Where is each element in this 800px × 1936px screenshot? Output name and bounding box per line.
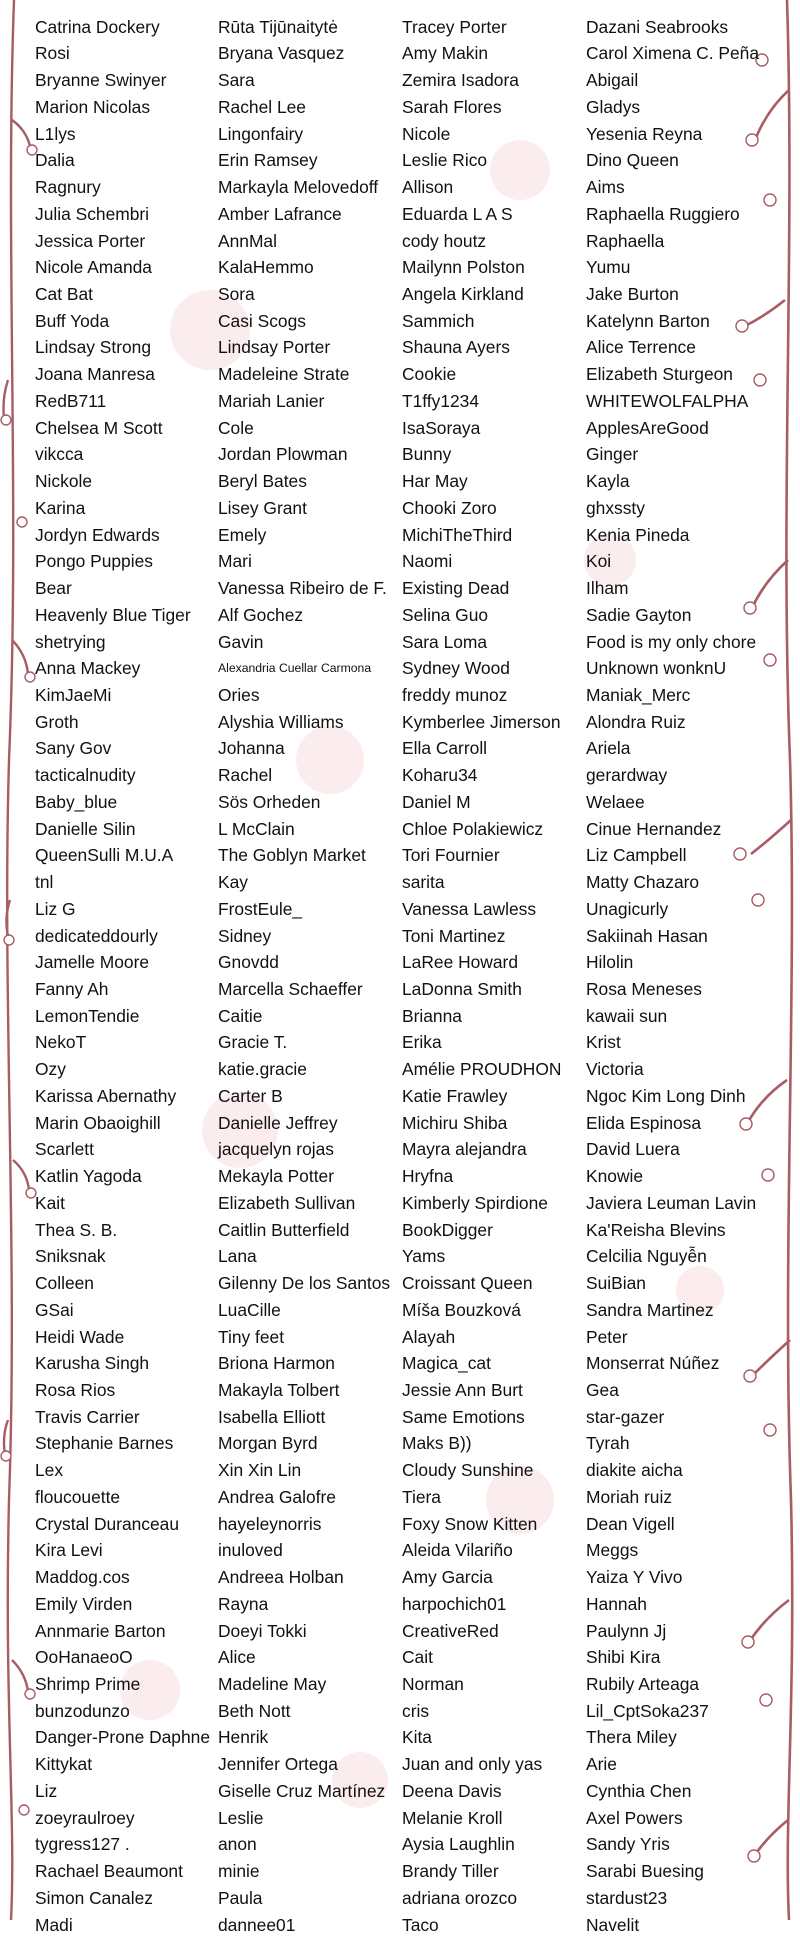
supporter-name: Dazani Seabrooks [586,16,729,37]
supporter-name: Toni Martinez [402,925,506,946]
supporter-name: Crystal Duranceau [35,1513,180,1534]
supporter-name: Lex [35,1460,64,1481]
supporter-name: Gilenny De los Santos [218,1273,391,1294]
supporter-name: Norman [402,1673,464,1694]
supporter-name: Jake Burton [586,284,679,305]
supporter-name: Andrea Galofre [218,1486,336,1507]
supporter-name: Lil_CptSoka237 [586,1700,709,1721]
supporter-name: Anna Mackey [35,658,141,679]
supporter-name: Sandra Martinez [586,1299,714,1320]
supporter-name: Katelynn Barton [586,310,710,331]
supporter-name: Brandy Tiller [402,1861,499,1882]
supporter-name: Karusha Singh [35,1353,150,1374]
supporter-name: Monserrat Núñez [586,1353,720,1374]
supporter-name: Alice Terrence [586,337,696,358]
supporter-name: Fanny Ah [35,979,109,999]
supporter-name: Croissant Queen [402,1273,533,1294]
supporter-name: Vanessa Ribeiro de F. [218,578,387,599]
supporter-name: Javiera Leuman Lavin [586,1192,757,1213]
supporter-name: freddy munoz [402,684,508,705]
supporter-name: Yumu [586,257,631,278]
supporter-name: Maks B)) [402,1433,472,1454]
supporter-name: dedicateddourly [35,925,158,946]
supporter-name: Stephanie Barnes [35,1433,174,1454]
supporter-name: Yams [402,1246,446,1267]
supporter-name: Míša Bouzková [402,1299,521,1320]
supporter-name: Joana Manresa [35,364,155,385]
supporter-name: Rosi [35,43,70,64]
supporter-name: Danger-Prone Daphne [35,1727,210,1748]
supporter-name: Sadie Gayton [586,604,692,625]
supporter-name: Rayna [218,1593,269,1614]
supporter-name: Chelsea M Scott [35,417,163,438]
supporter-name: Foxy Snow Kitten [402,1513,538,1534]
supporter-name: sarita [402,872,445,893]
supporter-name: Mari [218,551,252,572]
supporter-name: Alondra Ruiz [586,711,686,732]
supporter-name: Mailynn Polston [402,257,525,278]
supporter-name: Amy Garcia [402,1567,493,1588]
supporter-name: Groth [35,711,79,732]
supporter-name: Simon Canalez [35,1887,153,1908]
supporter-name: harpochich01 [402,1593,507,1614]
supporter-name: Thea S. B. [35,1219,118,1240]
supporter-name: Alayah [402,1326,456,1347]
supporter-name: Rachael Beaumont [35,1861,183,1882]
supporter-name: Deena Davis [402,1780,502,1801]
supporter-name: Colleen [35,1273,94,1294]
supporter-name: Cat Bat [35,284,93,305]
supporter-name: tygress127 . [35,1834,130,1855]
supporter-name: Tracey Porter [402,16,507,37]
supporter-name: Makayla Tolbert [218,1379,340,1400]
supporter-name: Maddog.cos [35,1567,130,1588]
supporter-name: AnnMal [218,230,277,251]
supporter-name: MichiTheThird [402,524,513,545]
supporter-name: T1ffy1234 [402,390,480,411]
supporter-name: Tori Fournier [402,845,500,866]
supporter-name: Annmarie Barton [35,1620,166,1641]
supporter-name: Ragnury [35,177,101,198]
supporter-name: Same Emotions [402,1406,525,1427]
supporter-name: Tiera [402,1486,441,1507]
supporter-name: ApplesAreGood [586,417,709,438]
supporter-name: Gladys [586,96,641,117]
supporter-name: Sany Gov [35,738,112,759]
supporter-name: Travis Carrier [35,1406,140,1427]
supporter-name: Kittykat [35,1754,93,1775]
supporter-name: Gavin [218,631,264,652]
supporter-name: Julia Schembri [35,203,150,224]
supporter-name: Lingonfairy [218,123,304,144]
supporter-name: Har May [402,471,468,492]
supporter-name: Emily Virden [35,1593,133,1614]
supporter-name: Rosa Rios [35,1379,116,1400]
supporter-name: Arie [586,1754,617,1775]
supporter-name: Food is my only chore [586,631,757,652]
supporter-name: Ories [218,684,260,705]
supporter-name: Allison [402,177,454,198]
supporter-name: WHITEWOLFALPHA [586,390,749,411]
supporter-name: Shauna Ayers [402,337,510,358]
supporter-name: Kenia Pineda [586,524,690,545]
supporter-name: Vanessa Lawless [402,898,537,919]
supporter-name: Karina [35,497,86,518]
supporter-name: Celcilia Nguyễn [586,1246,707,1267]
supporter-name: Kait [35,1192,65,1213]
supporter-name: Existing Dead [402,578,510,599]
supporter-name: Shibi Kira [586,1647,661,1668]
supporter-name: Bear [35,578,72,599]
supporter-name: Sandy Yris [586,1834,670,1855]
supporter-name: Amber Lafrance [218,203,342,224]
supporter-name: Gea [586,1379,619,1400]
supporter-name: Michiru Shiba [402,1112,508,1133]
supporter-name: Sarah Flores [402,96,502,117]
supporter-name: Selina Guo [402,604,489,625]
supporter-name: Juan and only yas [402,1754,543,1775]
supporter-name: The Goblyn Market [218,845,366,866]
supporter-name: Andreea Holban [218,1567,344,1588]
supporter-name: Liz Campbell [586,845,687,866]
supporter-name: Elizabeth Sullivan [218,1192,356,1213]
supporter-name: inuloved [218,1540,283,1561]
supporter-name: Cynthia Chen [586,1780,692,1801]
supporter-name: dannee01 [218,1914,296,1935]
supporter-name: Krist [586,1032,621,1053]
supporter-name: FrostEule_ [218,898,303,919]
supporter-name: Ilham [586,578,629,599]
supporter-name: tacticalnudity [35,765,136,786]
supporter-name: Dalia [35,150,75,171]
supporter-name: Paula [218,1887,263,1908]
supporter-name: Liz G [35,898,76,919]
supporter-name: Elizabeth Sturgeon [586,364,733,385]
supporter-name: ghxssty [586,497,645,518]
supporter-name: Maniak_Merc [586,684,691,705]
supporter-name: Danielle Silin [35,818,136,839]
supporter-name: Chooki Zoro [402,497,497,518]
supporter-name: Gracie T. [218,1032,288,1053]
supporter-name: Mariah Lanier [218,390,325,411]
supporter-name: Sara [218,70,255,91]
supporter-name: Ozy [35,1059,66,1080]
supporter-name: Scarlett [35,1139,94,1160]
supporter-name: SuiBian [586,1273,646,1294]
supporter-name: Jessica Porter [35,230,146,251]
supporter-name: Bryana Vasquez [218,43,345,64]
supporter-name: Eduarda L A S [402,203,513,224]
supporter-name: Jamelle Moore [35,952,150,973]
supporter-name: KimJaeMi [35,684,112,705]
supporter-name: Isabella Elliott [218,1406,326,1427]
supporter-name: Heidi Wade [35,1326,125,1347]
supporter-name: Caitie [218,1005,263,1026]
supporter-name: Leslie [218,1807,264,1828]
supporter-name: Kita [402,1727,432,1748]
supporter-name: Ngoc Kim Long Dinh [586,1085,746,1106]
supporter-name: LaDonna Smith [402,979,522,999]
supporter-name: Sammich [402,310,475,331]
supporter-name: Paulynn Jj [586,1620,667,1641]
supporter-name: Alice [218,1647,256,1668]
supporter-name: Axel Powers [586,1807,683,1828]
supporter-name: Heavenly Blue Tiger [35,604,191,625]
supporter-name: LemonTendie [35,1005,140,1026]
supporter-name: Nicole [402,123,451,144]
supporter-name: Kira Levi [35,1540,103,1561]
supporter-name: Marion Nicolas [35,96,151,117]
supporter-name: Ka'Reisha Blevins [586,1219,726,1240]
supporter-name: Giselle Cruz Martínez [218,1780,386,1801]
supporter-name: Raphaella [586,230,665,251]
supporter-name: Mekayla Potter [218,1166,334,1187]
supporter-name: Thera Miley [586,1727,677,1748]
supporter-name: Cloudy Sunshine [402,1460,534,1481]
supporter-name: Sakiinah Hasan [586,925,708,946]
supporter-name: hayeleynorris [218,1513,322,1534]
supporter-name: Jordan Plowman [218,444,348,465]
supporter-name: Daniel M [402,791,471,812]
supporter-name: Ariela [586,738,631,759]
supporter-name: star-gazer [586,1406,665,1427]
supporter-name: Yesenia Reyna [586,123,703,144]
supporter-name: stardust23 [586,1887,668,1908]
supporter-name: kawaii sun [586,1005,668,1026]
supporter-name: Morgan Byrd [218,1433,318,1454]
supporter-name: Sarabi Buesing [586,1861,704,1882]
supporter-name: Peter [586,1326,628,1347]
supporter-name: Buff Yoda [35,310,110,331]
supporter-name: zoeyraulroey [35,1807,135,1828]
supporter-name: CreativeRed [402,1620,499,1641]
supporter-name: Tyrah [586,1433,630,1454]
supporter-name: Zemira Isadora [402,70,519,91]
supporter-name: BookDigger [402,1219,493,1240]
supporter-name: Pongo Puppies [35,551,153,572]
supporter-name: Brianna [402,1005,462,1026]
supporter-name: Unknown wonknU [586,658,727,679]
supporter-name: Nickole [35,471,93,492]
supporter-name: Raphaella Ruggiero [586,203,740,224]
supporter-name: L McClain [218,818,295,839]
supporter-name: LuaCille [218,1299,281,1320]
supporter-name: Carol Ximena C. Peña [586,43,760,64]
supporter-name: GSai [35,1299,74,1320]
supporter-name: gerardway [586,765,668,786]
supporter-name: Tiny feet [218,1326,285,1347]
supporter-name: Jordyn Edwards [35,524,160,545]
supporter-name: Rubily Arteaga [586,1673,700,1694]
supporter-name: tnl [35,872,54,893]
supporter-name: Alyshia Williams [218,711,344,732]
supporter-name: Beryl Bates [218,471,307,492]
supporter-name: adriana orozco [402,1887,518,1908]
supporter-name: Matty Chazaro [586,872,700,893]
supporter-name: shetrying [35,631,106,652]
supporter-name: Naomi [402,551,453,572]
supporter-name: Abigail [586,70,639,91]
supporter-name: Madeline May [218,1673,327,1694]
supporter-name: Sora [218,284,255,305]
supporter-name: Koharu34 [402,765,478,786]
supporter-name: Navelit [586,1914,640,1935]
supporter-name: IsaSoraya [402,417,481,438]
supporter-name: Hilolin [586,952,634,973]
supporter-name: Nicole Amanda [35,257,152,278]
supporter-name: Aims [586,177,625,198]
supporter-name: Sara Loma [402,631,488,652]
supporter-name: Sös Orheden [218,791,321,812]
supporter-name: Magica_cat [402,1353,491,1374]
supporter-name: Gnovdd [218,952,279,973]
supporter-name: Dean Vigell [586,1513,675,1534]
supporter-name: Welaee [586,791,645,812]
supporter-name: cris [402,1700,430,1721]
supporter-name: Lindsay Strong [35,337,152,358]
supporter-name: bunzodunzo [35,1700,130,1721]
supporter-name: Henrik [218,1727,269,1748]
supporter-name: Bryanne Swinyer [35,70,167,91]
supporter-name: Kimberly Spirdione [402,1192,548,1213]
supporter-name: Jennifer Ortega [218,1754,338,1775]
supporter-name: Amy Makin [402,43,489,64]
supporter-name: Rachel Lee [218,96,306,117]
supporter-name: Bunny [402,444,452,465]
supporter-name: Lindsay Porter [218,337,331,358]
supporter-name: Elida Espinosa [586,1112,702,1133]
supporter-name: vikcca [35,444,84,465]
supporter-name: Aleida Vilariño [402,1540,513,1561]
supporter-name: Alexandria Cuellar Carmona [218,661,372,676]
supporter-name: Catrina Dockery [35,16,160,37]
supporter-name: Erin Ramsey [218,150,318,171]
supporter-name: Meggs [586,1540,639,1561]
supporter-name: Carter B [218,1085,283,1106]
supporter-name: Taco [402,1914,439,1935]
supporter-name: Johanna [218,738,285,759]
supporter-name: Madi [35,1914,73,1935]
supporter-name: anon [218,1834,257,1855]
supporter-name: Moriah ruiz [586,1486,673,1507]
supporter-name: Kay [218,872,248,893]
supporter-name: Katie Frawley [402,1085,508,1106]
supporter-name: Leslie Rico [402,150,488,171]
supporter-name: Unagicurly [586,898,669,919]
supporter-name: KalaHemmo [218,257,314,278]
supporter-name: Knowie [586,1166,644,1187]
supporter-name: Mayra alejandra [402,1139,527,1160]
supporter-name: Erika [402,1032,442,1053]
supporter-name: Alf Gochez [218,604,304,625]
supporter-name: Angela Kirkland [402,284,524,305]
supporter-name: Caitlin Butterfield [218,1219,350,1240]
supporter-name: Koi [586,551,612,572]
supporter-name: Chloe Polakiewicz [402,818,544,839]
supporter-name: Marin Obaoighill [35,1112,161,1133]
supporter-name: NekoT [35,1032,87,1053]
supporter-name: Kymberlee Jimerson [402,711,561,732]
supporter-name: L1lys [35,123,76,144]
supporter-name: Melanie Kroll [402,1807,503,1828]
supporter-name: floucouette [35,1486,121,1507]
supporter-name: jacquelyn rojas [218,1139,335,1160]
supporter-name: Karissa Abernathy [35,1085,177,1106]
supporter-name: OoHanaeoO [35,1647,133,1668]
supporter-name: Casi Scogs [218,310,306,331]
supporter-name: Yaiza Y Vivo [586,1567,683,1588]
supporter-name: diakite aicha [586,1460,683,1481]
supporter-name: Dino Queen [586,150,679,171]
supporter-name: Lana [218,1246,257,1267]
supporter-name: Ella Carroll [402,738,488,759]
supporter-name: Sidney [218,925,272,946]
supporter-name: Emely [218,524,267,545]
supporter-name: Sniksnak [35,1246,106,1267]
supporter-name: LaRee Howard [402,952,519,973]
supporter-name: Sydney Wood [402,658,510,679]
supporter-name: Rosa Meneses [586,979,702,999]
supporter-name: Marcella Schaeffer [218,979,363,999]
supporter-name: David Luera [586,1139,680,1160]
supporter-name: Briona Harmon [218,1353,335,1374]
supporter-name: Hryfna [402,1166,454,1187]
supporter-name: RedB711 [35,390,107,411]
supporter-name: Amélie PROUDHON [402,1059,562,1080]
supporter-name: Aysia Laughlin [402,1834,515,1855]
supporter-name: Cait [402,1647,433,1668]
supporter-name: QueenSulli M.U.A [35,845,174,866]
supporter-name: minie [218,1861,260,1882]
supporter-name: Rachel [218,765,273,786]
supporter-name: Katlin Yagoda [35,1166,142,1187]
supporter-name: Hannah [586,1593,647,1614]
supporter-name: Cinue Hernandez [586,818,722,839]
supporter-name: katie.gracie [218,1059,307,1080]
supporter-name: Xin Xin Lin [218,1460,302,1481]
supporter-name: Cookie [402,364,457,385]
supporter-name: Madeleine Strate [218,364,350,385]
supporter-name: Victoria [586,1059,644,1080]
supporter-name: Lisey Grant [218,497,307,518]
supporter-name: Jessie Ann Burt [402,1379,523,1400]
supporter-name: Liz [35,1780,58,1801]
supporter-name: Shrimp Prime [35,1673,141,1694]
supporter-name: Baby_blue [35,791,118,812]
supporter-name: Doeyi Tokki [218,1620,307,1641]
supporter-name: Cole [218,417,254,438]
supporter-name: Rūta Tijūnaitytė [218,16,338,37]
supporter-name: cody houtz [402,230,487,251]
supporter-name: Ginger [586,444,639,465]
supporter-name: Kayla [586,471,630,492]
supporter-name: Danielle Jeffrey [218,1112,338,1133]
supporter-name: Markayla Melovedoff [218,177,379,198]
supporter-name: Beth Nott [218,1700,291,1721]
